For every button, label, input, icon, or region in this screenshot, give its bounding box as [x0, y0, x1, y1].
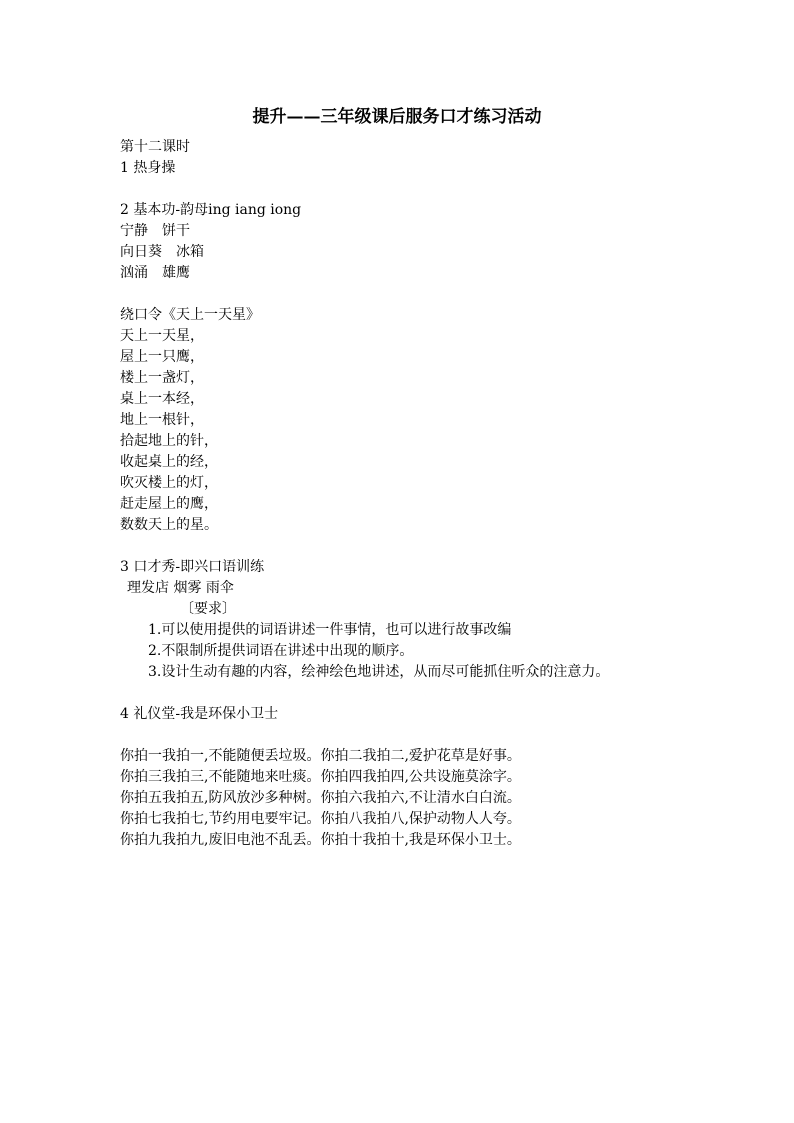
requirement-item: 2.不限制所提供词语在讲述中出现的顺序。	[148, 643, 414, 659]
tongue-twister-line: 拾起地上的针，	[120, 433, 218, 449]
lesson-label: 第十二课时	[120, 139, 190, 155]
tongue-twister-line: 吹灭楼上的灯，	[120, 475, 218, 491]
tongue-twister-line: 数数天上的星。	[120, 517, 218, 533]
section-1-heading: 1 热身操	[120, 160, 176, 176]
tongue-twister-line: 楼上一盏灯，	[120, 370, 204, 386]
document-body	[120, 137, 760, 851]
requirement-item: 1.可以使用提供的词语讲述一件事情，也可以进行故事改编	[148, 622, 512, 638]
document-title: 提升——三年级课后服务口才练习活动	[252, 107, 542, 127]
tongue-twister-line: 天上一天星，	[120, 328, 204, 344]
section-4-heading: 4 礼仪堂-我是环保小卫士	[120, 706, 279, 722]
requirements-label: 〔要求〕	[180, 601, 236, 617]
prompt-words: 理发店 烟雾 雨伞	[127, 580, 234, 596]
chant-line: 你拍一我拍一,不能随便丢垃圾。你拍二我拍二,爱护花草是好事。	[120, 748, 521, 764]
tongue-twister-line: 屋上一只鹰，	[120, 349, 204, 365]
tongue-twister-line: 桌上一本经，	[120, 391, 204, 407]
spacer	[120, 683, 760, 704]
tongue-twister-line: 赶走屋上的鹰，	[120, 496, 218, 512]
chant-line: 你拍五我拍五,防风放沙多种树。你拍六我拍六,不让清水白白流。	[120, 790, 521, 806]
tongue-twister-title: 绕口令《天上一天星》	[120, 307, 260, 323]
chant-line: 你拍三我拍三,不能随地来吐痰。你拍四我拍四,公共设施莫涂字。	[120, 769, 521, 785]
requirement-item: 3.设计生动有趣的内容，绘神绘色地讲述，从而尽可能抓住听众的注意力。	[148, 664, 610, 680]
word-pair: 宁静 饼干	[120, 223, 190, 239]
tongue-twister-line: 地上一根针，	[120, 412, 204, 428]
section-2-heading: 2 基本功-韵母ing iang iong	[120, 202, 302, 218]
spacer	[120, 284, 760, 305]
spacer	[120, 725, 760, 746]
word-pair: 汹涌 雄鹰	[120, 265, 190, 281]
spacer	[120, 536, 760, 557]
chant-line: 你拍七我拍七,节约用电要牢记。你拍八我拍八,保护动物人人夸。	[120, 811, 521, 827]
spacer	[120, 179, 760, 200]
section-3-heading: 3 口才秀-即兴口语训练	[120, 559, 265, 575]
word-pair: 向日葵 冰箱	[120, 244, 204, 260]
chant-line: 你拍九我拍九,废旧电池不乱丢。你拍十我拍十,我是环保小卫士。	[120, 832, 521, 848]
tongue-twister-line: 收起桌上的经，	[120, 454, 218, 470]
